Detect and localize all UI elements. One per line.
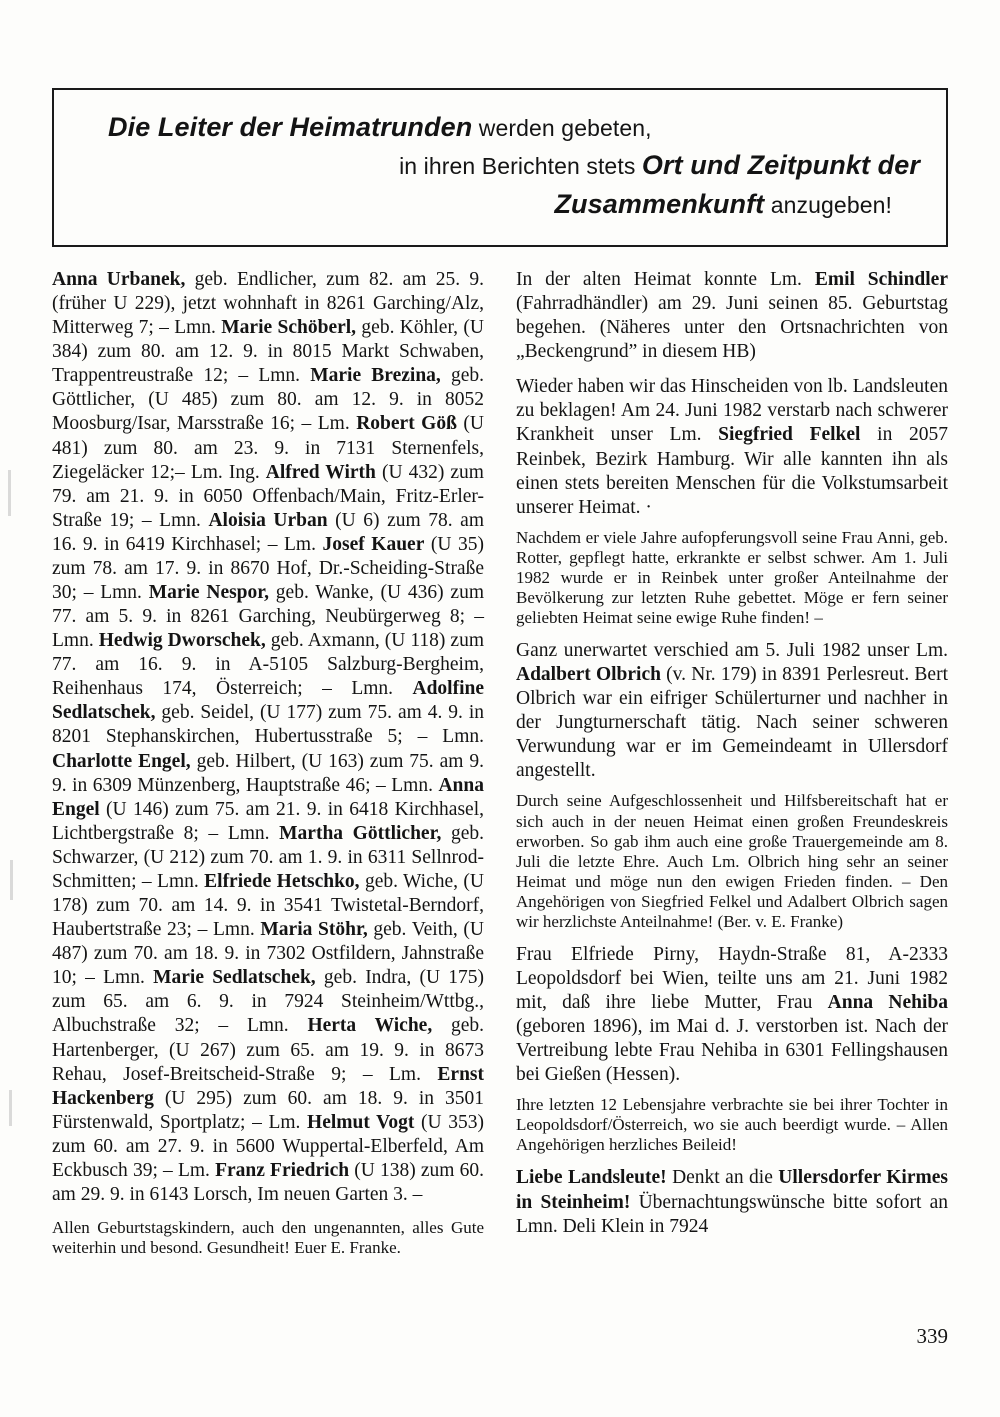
news-paragraph-schindler: In der alten Heimat konnte Lm. Emil Schindler (Fahrradhändler) am 29. Juni seinen 85. Geburtstag begehen. (Näheres unter den Ortsnachrichten von „Beckengrund” in diesem HB) xyxy=(516,269,948,363)
obituary-detail-olbrich: Durch seine Aufgeschlossenheit und Hilfsbereitschaft hat er sich auch in der neuen Heimat einen großen Freundeskreis erworben. So gab ihm auch eine große Trauergemeinde am 8. Juli die letzte Ehre. Auch Lm. Olbrich hing sehr an seiner Heimat und möge nun den ewigen Frieden finden. – Den Angehörigen von Siegfried Felkel und Adalbert Olbrich sagen wir herzlichste Anteilnahme! (Ber. v. E. Franke) xyxy=(516,791,948,931)
scan-artifact xyxy=(8,470,11,516)
column-left xyxy=(52,268,484,1269)
notice-emphasis-3: Zusammenkunft xyxy=(554,188,765,219)
obituary-paragraph-nehiba: Frau Elfriede Pirny, Haydn-Straße 81, A-2333 Leopoldsdorf bei Wien, teilte uns am 21. Juni 1982 mit, daß ihre liebe Mutter, Frau Anna Nehiba (geboren 1896), im Mai d. J. verstorben ist. Nach der Vertreibung lebte Frau Nehiba in 6301 Fellingshausen bei Gießen (Hessen). xyxy=(516,943,949,1086)
obituary-paragraph-felkel: Wieder haben wir das Hinscheiden von lb. Landsleuten zu beklagen! Am 24. Juni 1982 verstarb nach schwerer Krankheit unser Lm. Siegfried Felkel in 2057 Reinbek, Bezirk Hamburg. Wir alle kannten ihn als einen stets bereiten Menschen für die Volkstumsarbeit unserer Heimat. · xyxy=(516,376,948,518)
notice-emphasis-1: Die Leiter der Heimatrunden xyxy=(108,112,473,142)
scan-artifact xyxy=(9,1090,12,1126)
scan-artifact xyxy=(10,860,13,900)
birthday-list-paragraph: Anna Urbanek, geb. Endlicher, zum 82. am 25. 9. (früher U 229), jetzt wohnhaft in 8261 Garching/Alz, Mitterweg 7; – Lmn. Marie Schöberl, geb. Köhler, (U 384) zum 80. am 12. 9. in 8015 Markt Schwaben, Trappentreustraße 12; – Lmn. Marie Brezina, geb. Göttlicher, (U 485) zum 80. am 12. 9. in 8052 Moosburg/Isar, Marsstraße 16; – Lm. Robert Göß (U 481) zum 80. am 23. 9. in 7131 Sternenfels, Ziegeläcker 12;– Lm. Ing. Alfred Wirth (U 432) zum 79. am 21. 9. in 6050 Offenbach/Main, Fritz-Erler-Straße 19; – Lmn. Aloisia Urban (U 6) zum 78. am 16. 9. in 6419 Kirchhasel; – Lm. Josef Kauer (U 35) zum 78. am 17. 9. in 8670 Hof, Dr.-Scheiding-Straße 30; – Lmn. Marie Nespor, geb. Wanke, (U 436) zum 77. am 5. 9. in 8261 Garching, Neubürgerweg 8; – Lmn. Hedwig Dworschek, geb. Axmann, (U 118) zum 77. am 16. 9. in A-5105 Salzburg-Bergheim, Reihenhaus 174, Österreich; – Lmn. Adolfine Sedlatschek, geb. Seidel, (U 177) zum 75. am 4. 9. in 8201 Stephanskirchen, Hubertusstraße 5; – Lmn. Charlotte Engel, geb. Hilbert, (U 163) zum 75. am 9. 9. in 6309 Münzenberg, Hauptstraße 46; – Lmn. Anna Engel (U 146) zum 75. am 21. 9. in 6418 Kirchhasel, Lichtbergstraße 8; – Lmn. Martha Göttlicher, geb. Schwarzer, (U 212) zum 70. am 1. 9. in 6311 Sellnrod-Schmitten; – Lmn. Elfriede Hetschko, geb. Wiche, (U 178) zum 70. am 14. 9. in 3541 Twistetal-Berndorf, Haubertstraße 23; – Lmn. Maria Stöhr, geb. Veith, (U 487) zum 70. am 18. 9. in 7302 Ostfildern, Jahnstraße 10; – Lmn. Marie Sedlatschek, geb. Indra, (U 175) zum 65. am 6. 9. in 7924 Steinheim/Wttbg., Albuchstraße 32; – Lmn. Herta Wiche, geb. Hartenberger, (U 267) zum 65. am 19. 9. in 8673 Rehau, Josef-Breitscheid-Straße 9; – Lm. Ernst Hackenberg (U 295) zum 60. am 18. 9. in 3501 Fürstenwald, Sportplatz; – Lm. Helmut Vogt (U 353) zum 60. am 27. 9. in 5600 Wuppertal-Elberfeld, Am Eckbusch 39; – Lm. Franz Friedrich (U 138) zum 60. am 29. 9. in 6143 Lorsch, Im neuen Garten 3. – xyxy=(52,269,485,1205)
column-right xyxy=(516,268,948,1250)
notice-line-2 xyxy=(80,146,920,184)
obituary-detail-felkel: Nachdem er viele Jahre aufopferungsvoll seine Frau Anni, geb. Rotter, gepflegt hatte, erkrankte er selbst schwer. Am 1. Juli 1982 wurde er in Reinbek unter großer Anteilnahme der Bevölkerung zur letzten Ruhe gebettet. Möge er fern seiner geliebten Heimat seine ewige Ruhe finden! – xyxy=(516,527,948,627)
notice-line-3 xyxy=(80,185,920,223)
obituary-paragraph-olbrich: Ganz unerwartet verschied am 5. Juli 1982 unser Lm. Adalbert Olbrich (v. Nr. 179) in 8391 Perlesreut. Bert Olbrich war ein eifriger Schülerturner und nachher in der Jungturnerschaft tätig. Nach seiner schweren Verwundung war er im Gemeindeamt in Ullersdorf angestellt. xyxy=(516,640,949,782)
notice-line-1 xyxy=(80,108,920,146)
announcement-kirmes: Liebe Landsleute! Denkt an die Ullersdorfer Kirmes in Steinheim! Übernachtungswünsche bitte sofort an Lmn. Deli Klein in 7924 xyxy=(516,1167,948,1237)
notice-box xyxy=(52,88,948,247)
obituary-detail-nehiba: Ihre letzten 12 Lebensjahre verbrachte sie bei ihrer Tochter in Leopoldsdorf/Österreich, wo sie auch beerdigt wurde. – Allen Angehörigen herzliches Beileid! xyxy=(516,1095,948,1155)
notice-emphasis-2: Ort und Zeitpunkt der xyxy=(641,150,920,181)
notice-text-2: in ihren Berichten stets xyxy=(399,153,642,180)
birthday-closing-paragraph: Allen Geburtstagskindern, auch den ungenannten, alles Gute weiterhin und besond. Gesundheit! Euer E. Franke. xyxy=(52,1218,484,1258)
notice-text-1: werden gebeten, xyxy=(472,115,652,141)
notice-text-3: anzugeben! xyxy=(764,191,892,218)
page-number: 339 xyxy=(916,1324,948,1348)
